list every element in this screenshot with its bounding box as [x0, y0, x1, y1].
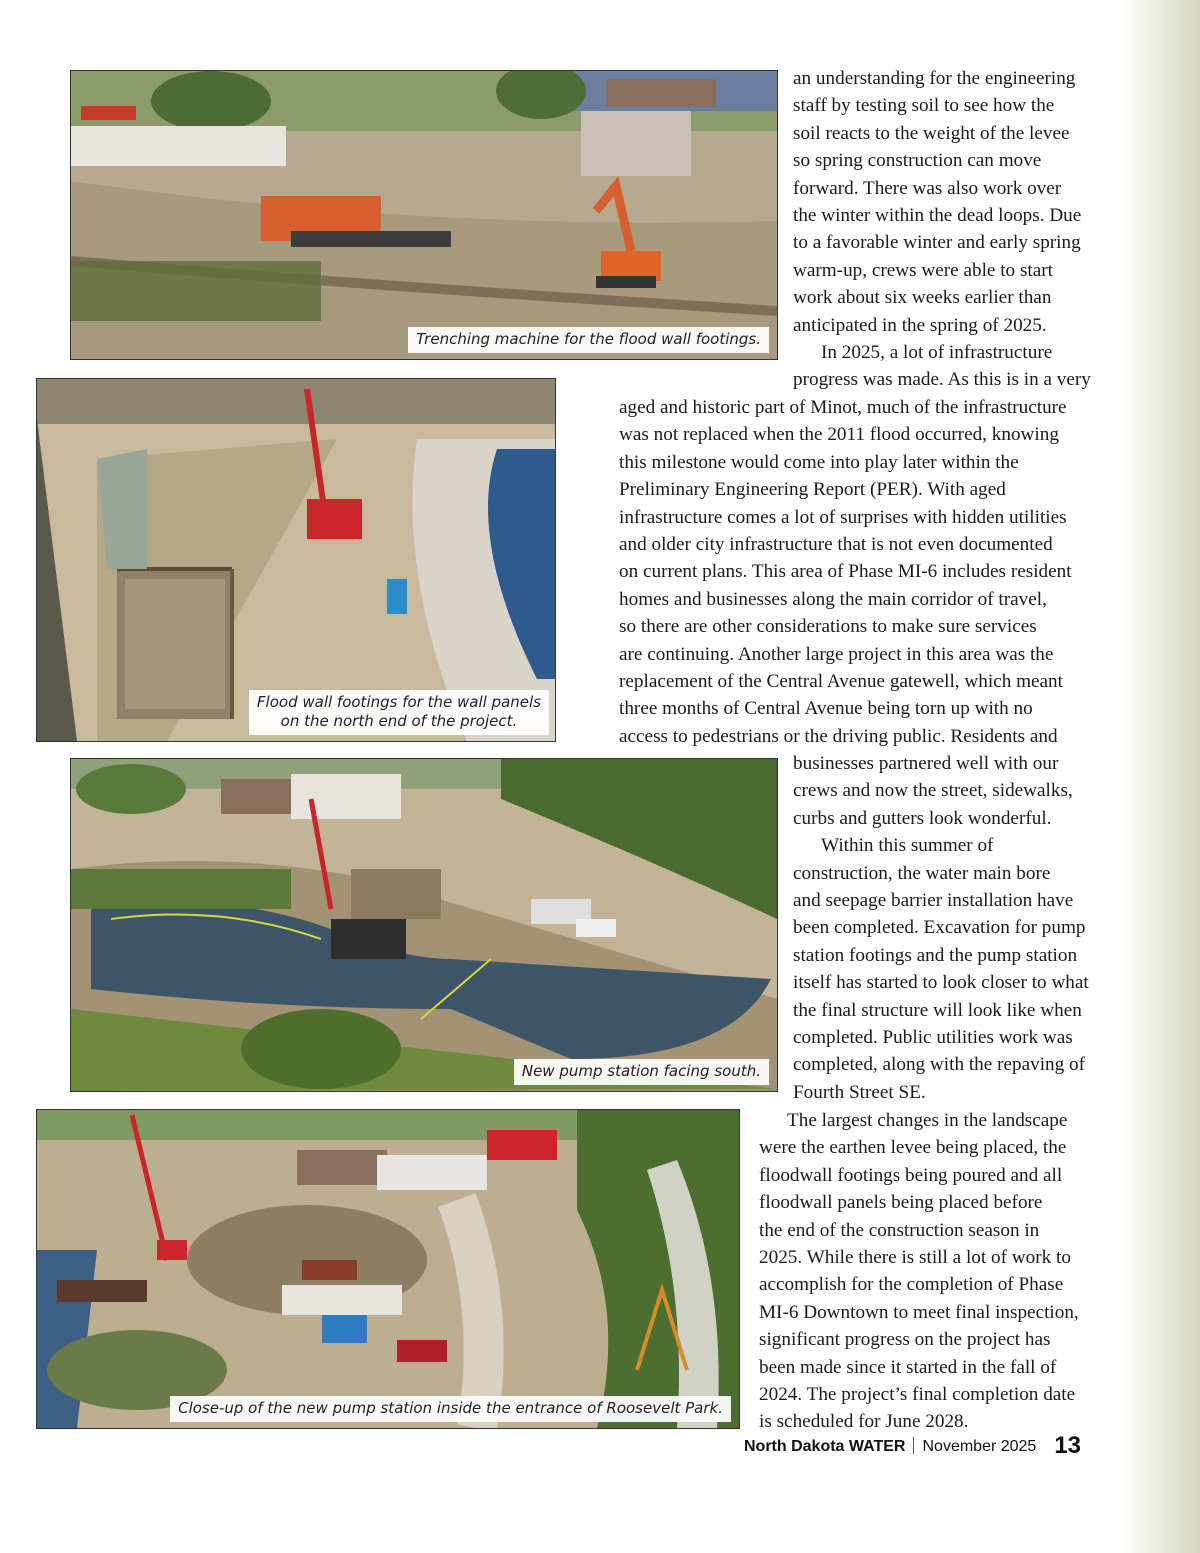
- text-line: homes and businesses along the main corridor of travel,: [619, 588, 1047, 610]
- text-line: the final structure will look like when: [793, 999, 1082, 1021]
- issue-date: November 2025: [922, 1438, 1037, 1455]
- figure-caption: Close-up of the new pump station inside the entrance of Roosevelt Park.: [170, 1396, 731, 1422]
- caption-line: on the north end of the project.: [280, 712, 518, 730]
- text-line: floodwall footings being poured and all: [759, 1164, 1063, 1186]
- text-line: the end of the construction season in: [759, 1219, 1040, 1241]
- text-line: were the earthen levee being placed, the: [759, 1137, 1067, 1159]
- text-line: soil reacts to the weight of the levee: [793, 122, 1070, 144]
- text-line: was not replaced when the 2011 flood occurred, knowing: [619, 424, 1059, 446]
- text-line: businesses partnered well with our: [793, 753, 1059, 774]
- text-line: In 2025, a lot of infrastructure: [821, 341, 1053, 363]
- text-line: anticipated in the spring of 2025.: [793, 314, 1047, 336]
- photo-pump-station-roosevelt-park: [36, 1109, 740, 1429]
- text-line: The largest changes in the landscape: [787, 1110, 1068, 1131]
- photo-flood-wall-footings-image: [37, 379, 555, 741]
- text-line: infrastructure comes a lot of surprises with hidden utilities: [619, 506, 1067, 528]
- figure-caption: [249, 690, 549, 735]
- text-line: MI-6 Downtown to meet final inspection,: [759, 1301, 1079, 1323]
- text-line: 2024. The project’s final completion date: [759, 1383, 1076, 1405]
- text-line: and older city infrastructure that is not even documented: [619, 533, 1053, 555]
- caption-line: Flood wall footings for the wall panels: [256, 693, 541, 711]
- photo-trenching-machine: [70, 70, 778, 360]
- photo-pump-station-south-image: [71, 759, 777, 1091]
- text-line: aged and historic part of Minot, much of the infrastructure: [619, 397, 1067, 418]
- body-text-block-3: [793, 750, 1089, 1106]
- text-line: completed, along with the repaving of: [793, 1054, 1085, 1076]
- text-line: three months of Central Avenue being torn up with no: [619, 698, 1033, 720]
- page-number: 13: [1054, 1432, 1082, 1459]
- text-line: Within this summer of: [821, 835, 994, 857]
- text-line: accomplish for the completion of Phase: [759, 1274, 1064, 1296]
- page-edge-shadow: [1120, 0, 1200, 1553]
- text-line: been completed. Excavation for pump: [793, 917, 1086, 939]
- text-line: progress was made. As this is in a very: [793, 369, 1091, 391]
- figure-caption: New pump station facing south.: [514, 1059, 769, 1085]
- text-line: forward. There was also work over: [793, 177, 1062, 199]
- body-text-block-2: [619, 394, 1072, 750]
- footer-divider: [913, 1437, 914, 1454]
- text-line: work about six weeks earlier than: [793, 287, 1052, 309]
- text-line: is scheduled for June 2028.: [759, 1411, 969, 1433]
- text-line: access to pedestrians or the driving public. Residents and: [619, 725, 1058, 747]
- text-line: station footings and the pump station: [793, 944, 1078, 966]
- body-text-block-4: [759, 1107, 1079, 1436]
- photo-trenching-machine-image: [71, 71, 777, 359]
- text-line: so there are other considerations to make sure services: [619, 616, 1037, 638]
- text-line: on current plans. This area of Phase MI-6 includes resident: [619, 561, 1072, 583]
- text-line: crews and now the street, sidewalks,: [793, 780, 1073, 802]
- body-text-block-1: [793, 65, 1091, 394]
- photo-flood-wall-footings: [36, 378, 556, 742]
- text-line: curbs and gutters look wonderful.: [793, 807, 1052, 829]
- text-line: construction, the water main bore: [793, 862, 1051, 884]
- text-line: floodwall panels being placed before: [759, 1192, 1043, 1214]
- text-line: warm-up, crews were able to start: [793, 259, 1053, 281]
- text-line: the winter within the dead loops. Due: [793, 204, 1082, 226]
- text-line: replacement of the Central Avenue gatewell, which meant: [619, 670, 1063, 692]
- page-footer: [744, 1432, 1081, 1460]
- magazine-title: North Dakota WATER: [744, 1438, 906, 1455]
- text-line: significant progress on the project has: [759, 1329, 1051, 1351]
- text-line: this milestone would come into play later within the: [619, 451, 1019, 473]
- photo-pump-station-roosevelt-park-image: [37, 1110, 739, 1428]
- text-line: 2025. While there is still a lot of work to: [759, 1246, 1071, 1268]
- text-line: Fourth Street SE.: [793, 1081, 926, 1103]
- text-line: Preliminary Engineering Report (PER). With aged: [619, 479, 1006, 501]
- text-line: itself has started to look closer to what: [793, 972, 1089, 994]
- text-line: been made since it started in the fall of: [759, 1356, 1057, 1378]
- text-line: are continuing. Another large project in this area was the: [619, 643, 1054, 665]
- text-line: and seepage barrier installation have: [793, 889, 1074, 911]
- text-line: staff by testing soil to see how the: [793, 95, 1055, 117]
- text-line: to a favorable winter and early spring: [793, 232, 1081, 254]
- text-line: so spring construction can move: [793, 150, 1042, 172]
- figure-caption: Trenching machine for the flood wall footings.: [408, 327, 769, 353]
- text-line: completed. Public utilities work was: [793, 1026, 1073, 1048]
- photo-pump-station-south: [70, 758, 778, 1092]
- text-line: an understanding for the engineering: [793, 68, 1076, 89]
